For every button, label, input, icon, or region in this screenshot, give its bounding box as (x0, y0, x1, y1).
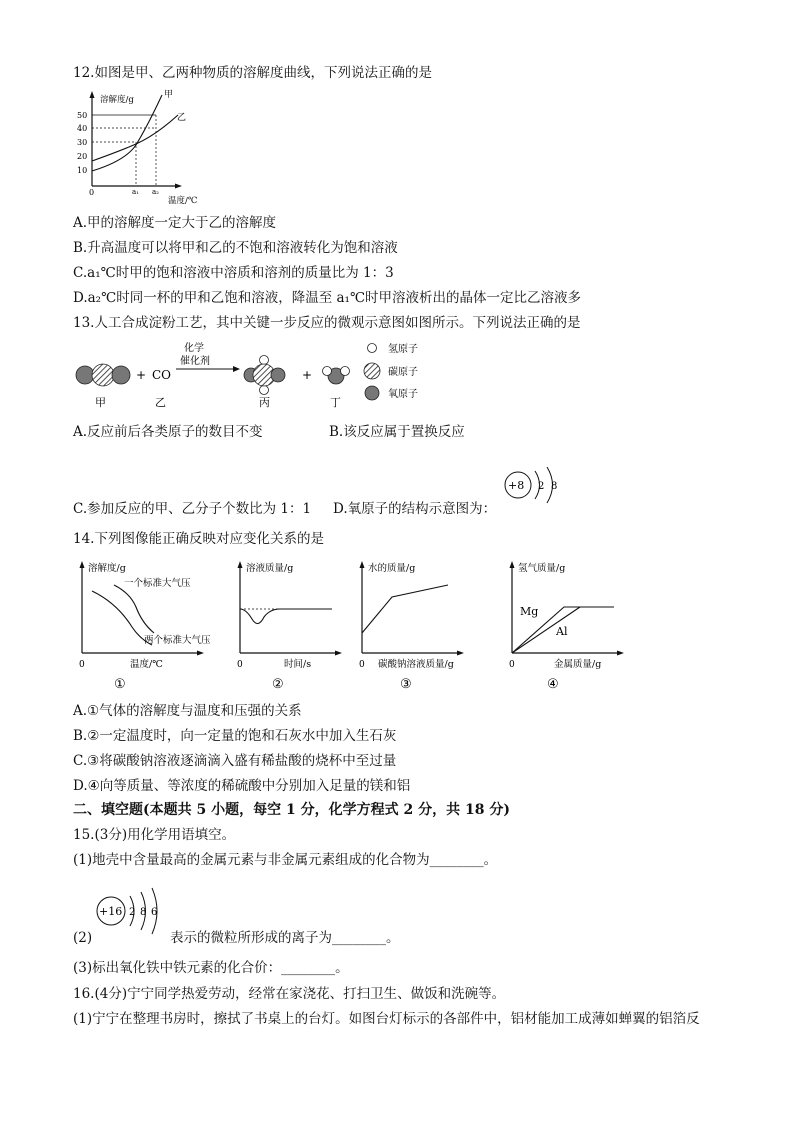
q13-option-d: D.氧原子的结构示意图为： (333, 501, 497, 517)
graph3-number: ③ (400, 677, 412, 692)
q13-stem: 13.人工合成淀粉工艺，其中关键一步反应的微观示意图如图所示。下列说法正确的是 (73, 315, 581, 331)
q12-option-d: D.a₂℃时同一杯的甲和乙饱和溶液，降温至 a₁℃时甲溶液析出的晶体一定比乙溶液多 (73, 290, 582, 306)
q12-xtick-a2: a₂ (152, 188, 159, 196)
graph3-xlabel: 碳酸钠溶液质量/g (378, 659, 454, 670)
q12-ytick: 40 (77, 124, 88, 133)
graph2-number: ② (272, 677, 284, 692)
graph2-curve (240, 609, 332, 624)
q12-stem: 12.如图是甲、乙两种物质的溶解度曲线，下列说法正确的是 (73, 65, 432, 81)
q12-xtick-a1: a₁ (132, 188, 139, 196)
q14-option-b: B.②一定温度时，向一定量的饱和石灰水中加入生石灰 (73, 728, 397, 744)
q12-origin: 0 (89, 188, 95, 197)
graph1-number: ① (114, 677, 126, 692)
graph1-curve-label-1: 一个标准大气压 (124, 578, 191, 589)
q15-part2-prefix: (2) (73, 930, 93, 946)
atom-shell-2: 8 (551, 481, 558, 492)
q14-option-a: A.①气体的溶解度与温度和压强的关系 (73, 703, 302, 719)
q15-part2-text: 表示的微粒所形成的离子为________。 (170, 930, 400, 946)
sulfur-atom-diagram (94, 884, 174, 940)
q12-ylabel: 溶解度/g (100, 95, 134, 105)
q12-option-b: B.升高温度可以将甲和乙的不饱和溶液转化为饱和溶液 (73, 240, 398, 256)
catalyst-bottom: 催化剂 (180, 356, 210, 367)
q16-stem: 16.(4分)宁宁同学热爱劳动，经常在家浇花、打扫卫生、做饭和洗碗等。 (73, 986, 506, 1002)
graph2-ylabel: 溶液质量/g (246, 563, 294, 574)
co-formula: CO (152, 368, 172, 382)
atom-shell-3: 6 (151, 907, 158, 918)
q12-ytick: 50 (77, 111, 88, 120)
q12-curve-yi (92, 115, 178, 161)
graph3-curve (362, 585, 448, 633)
q13-option-a: A.反应前后各类原子的数目不变 (73, 424, 263, 440)
q14-stem: 14.下列图像能正确反映对应变化关系的是 (73, 531, 324, 547)
legend-hydrogen: 氢原子 (388, 344, 418, 355)
atom-nucleus: +8 (508, 479, 525, 492)
q14-option-d: D.④向等质量、等浓度的稀硫酸中分别加入足量的镁和铝 (73, 778, 411, 794)
q14-graph-2 (230, 557, 350, 695)
label-ding: 丁 (330, 396, 341, 409)
q12-option-c: C.a₁℃时甲的饱和溶液中溶质和溶剂的质量比为 1：3 (73, 265, 394, 281)
graph4-origin: 0 (509, 660, 515, 670)
q12-label-yi: 乙 (177, 113, 187, 123)
molecule-jia (76, 364, 130, 386)
q12-ytick: 30 (77, 138, 88, 147)
q16-part1: (1)宁宁在整理书房时，擦拭了书桌上的台灯。如图台灯标示的各部件中，铝材能加工成薄如蝉翼的铝箔反 (73, 1011, 700, 1027)
graph3-ylabel: 水的质量/g (368, 563, 416, 574)
graph2-xlabel: 时间/s (284, 659, 312, 670)
section-heading: 二、填空题(本题共 5 小题，每空 1 分，化学方程式 2 分，共 18 分) (73, 802, 510, 818)
graph4-label-al: Al (556, 625, 568, 638)
graph4-xlabel: 金属质量/g (554, 659, 602, 670)
q14-graph-3 (352, 557, 487, 695)
graph4-number: ④ (547, 677, 559, 692)
molecule-bing (244, 356, 285, 395)
legend-carbon: 碳原子 (388, 367, 418, 378)
atom-shell-1: 2 (129, 907, 136, 918)
graph1-origin: 0 (79, 660, 85, 670)
q12-label-jia: 甲 (164, 90, 174, 100)
graph1-curve-2atm (114, 585, 154, 633)
label-bing: 丙 (259, 396, 270, 409)
q13-option-b: B.该反应属于置换反应 (329, 424, 465, 440)
graph1-curve-label-2: 两个标准大气压 (144, 635, 211, 646)
graph1-curve-1atm (92, 591, 152, 645)
q12-xlabel: 温度/℃ (168, 196, 198, 206)
graph4-label-mg: Mg (520, 605, 539, 618)
graph2-origin: 0 (237, 660, 243, 670)
q14-graph-1 (72, 557, 222, 695)
q13-option-c: C.参加反应的甲、乙分子个数比为 1：1 (73, 501, 312, 517)
graph1-ylabel: 溶解度/g (88, 563, 126, 574)
q14-option-c: C.③将碳酸钠溶液逐滴滴入盛有稀盐酸的烧杯中至过量 (73, 753, 397, 769)
label-jia: 甲 (95, 396, 106, 409)
legend-oxygen: 氧原子 (388, 389, 418, 400)
molecule-ding (323, 367, 350, 385)
catalyst-top: 化学 (184, 343, 204, 354)
q13-reaction-diagram (70, 334, 470, 414)
atom-shell-2: 8 (140, 907, 147, 918)
q12-ytick: 20 (77, 152, 88, 161)
plus-sign: + (302, 368, 313, 382)
oxygen-atom-diagram (500, 463, 580, 507)
q12-ytick: 10 (77, 166, 88, 175)
q15-part1: (1)地壳中含量最高的金属元素与非金属元素组成的化合物为________。 (73, 852, 498, 868)
label-yi: 乙 (155, 396, 166, 409)
graph3-origin: 0 (359, 660, 365, 670)
q12-solubility-graph (70, 87, 220, 207)
q15-part3: (3)标出氧化铁中铁元素的化合价：________。 (73, 960, 349, 976)
atom-shell-1: 2 (538, 481, 545, 492)
q14-graph-4 (502, 557, 637, 695)
q12-curve-jia (92, 95, 162, 171)
plus-sign: + (136, 368, 147, 382)
graph1-xlabel: 温度/℃ (130, 659, 163, 670)
atom-nucleus: +16 (99, 905, 123, 918)
legend (364, 342, 418, 400)
graph4-ylabel: 氢气质量/g (518, 563, 566, 574)
q12-option-a: A.甲的溶解度一定大于乙的溶解度 (73, 215, 277, 231)
q15-stem: 15.(3分)用化学用语填空。 (73, 827, 236, 843)
